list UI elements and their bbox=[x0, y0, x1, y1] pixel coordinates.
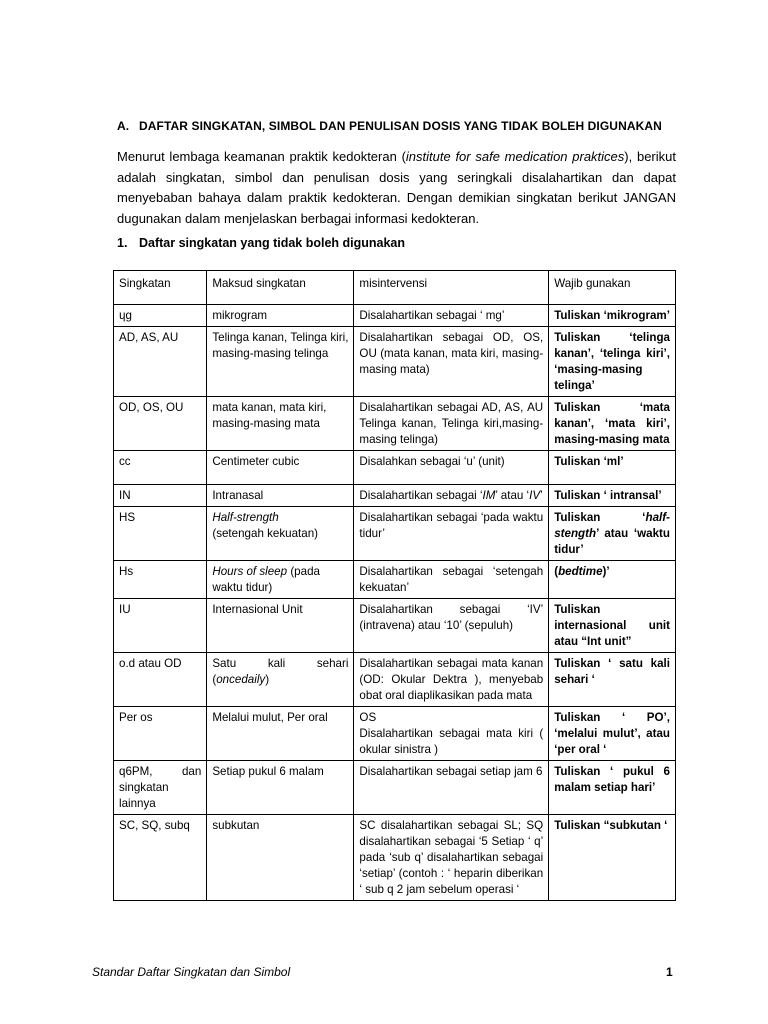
text-part: ) bbox=[265, 673, 270, 686]
cell-use: Tuliskan ‘ PO’, ‘melalui mulut’, atau ‘per oral ‘ bbox=[549, 707, 676, 761]
text-part: ’ bbox=[540, 489, 543, 502]
text-part: ’ atau ‘waktu tidur’ bbox=[554, 527, 670, 556]
cell-abbr: ɥg bbox=[114, 305, 207, 327]
cell-meaning bbox=[207, 561, 354, 599]
text-part: Satu kali sehari ( bbox=[212, 657, 349, 686]
cell-abbr: AD, AS, AU bbox=[114, 327, 207, 397]
cell-abbr: Hs bbox=[114, 561, 207, 599]
cell-use: Tuliskan ‘mata kanan’, ‘mata kiri’, masing-masing mata bbox=[549, 397, 676, 451]
table-row bbox=[114, 561, 676, 599]
text-part: OS bbox=[359, 711, 377, 724]
table-row bbox=[114, 761, 676, 815]
cell-misinterpretation: Disalahartikan sebagai ‘ mg’ bbox=[354, 305, 549, 327]
table-row bbox=[114, 397, 676, 451]
cell-misinterpretation: Disalahartikan sebagai ‘pada waktu tidur’ bbox=[354, 507, 549, 561]
cell-misinterpretation: Disalahartikan sebagai OD, OS, OU (mata kanan, mata kiri, masing-masing mata) bbox=[354, 327, 549, 397]
text-part: (pada waktu tidur) bbox=[212, 565, 320, 594]
subsection-heading bbox=[117, 236, 677, 250]
subsection-number: 1. bbox=[117, 236, 128, 250]
cell-misinterpretation: Disalahartikan sebagai AD, AS, AU Telinga kanan, Telinga kiri,masing-masing telinga) bbox=[354, 397, 549, 451]
table-row bbox=[114, 653, 676, 707]
header-cell-meaning: Maksud singkatan bbox=[207, 271, 354, 305]
table-row bbox=[114, 599, 676, 653]
section-title: DAFTAR SINGKATAN, SIMBOL DAN PENULISAN DOSIS YANG TIDAK BOLEH DIGUNAKAN bbox=[139, 119, 662, 133]
text-part-italic: half-stength bbox=[554, 511, 670, 540]
text-part: Disalahartikan sebagai mata kiri ( okular sinistra ) bbox=[359, 727, 544, 756]
cell-use: Tuliskan ‘ intransal’ bbox=[549, 485, 676, 507]
text-part: ’ atau ‘ bbox=[495, 489, 530, 502]
cell-meaning: Melalui mulut, Per oral bbox=[207, 707, 354, 761]
text-part-italic: Hours of sleep bbox=[212, 565, 288, 578]
cell-misinterpretation: Disalahkan sebagai ‘u’ (unit) bbox=[354, 451, 549, 485]
page-number: 1 bbox=[666, 965, 673, 979]
section-letter: A. bbox=[117, 119, 130, 133]
cell-use bbox=[549, 561, 676, 599]
cell-meaning: mata kanan, mata kiri, masing-masing mata bbox=[207, 397, 354, 451]
cell-meaning: Telinga kanan, Telinga kiri, masing-masing telinga bbox=[207, 327, 354, 397]
cell-misinterpretation bbox=[354, 485, 549, 507]
cell-abbr: cc bbox=[114, 451, 207, 485]
cell-meaning: Setiap pukul 6 malam bbox=[207, 761, 354, 815]
cell-abbr: HS bbox=[114, 507, 207, 561]
cell-misinterpretation: Disalahartikan sebagai setiap jam 6 bbox=[354, 761, 549, 815]
cell-use: Tuliskan ‘ pukul 6 malam setiap hari’ bbox=[549, 761, 676, 815]
subsection-title: Daftar singkatan yang tidak boleh digunakan bbox=[139, 236, 406, 250]
table-header-row bbox=[114, 271, 676, 305]
table-row bbox=[114, 451, 676, 485]
cell-abbr: SC, SQ, subq bbox=[114, 815, 207, 901]
section-heading bbox=[117, 119, 677, 133]
cell-abbr: Per os bbox=[114, 707, 207, 761]
cell-misinterpretation: Disalahartikan sebagai mata kanan (OD: Okular Dektra ), menyebab obat oral diaplikasikan pada mata bbox=[354, 653, 549, 707]
text-part-italic: IM bbox=[482, 489, 496, 502]
table-row bbox=[114, 305, 676, 327]
header-cell-misinterpretation: misintervensi bbox=[354, 271, 549, 305]
cell-use: Tuliskan ‘ml’ bbox=[549, 451, 676, 485]
cell-use: Tuliskan “subkutan ‘ bbox=[549, 815, 676, 901]
cell-meaning: subkutan bbox=[207, 815, 354, 901]
intro-text-italic: institute for safe medication praktices bbox=[405, 149, 625, 164]
footer-title: Standar Daftar Singkatan dan Simbol bbox=[92, 965, 291, 979]
table-row bbox=[114, 815, 676, 901]
header-cell-use: Wajib gunakan bbox=[549, 271, 676, 305]
cell-meaning bbox=[207, 507, 354, 561]
cell-meaning bbox=[207, 653, 354, 707]
cell-abbr: q6PM, dan singkatan lainnya bbox=[114, 761, 207, 815]
cell-misinterpretation: Disalahartikan sebagai ‘IV’ (intravena) atau ‘10’ (sepuluh) bbox=[354, 599, 549, 653]
cell-misinterpretation: Disalahartikan sebagai ‘setengah kekuatan’ bbox=[354, 561, 549, 599]
text-part-italic: bedtime bbox=[558, 565, 603, 578]
table-row bbox=[114, 327, 676, 397]
text-part-italic: oncedaily bbox=[216, 673, 266, 686]
text-part: (setengah kekuatan) bbox=[212, 527, 319, 540]
text-part-italic: Half-strength bbox=[212, 511, 279, 524]
cell-meaning: Intranasal bbox=[207, 485, 354, 507]
text-part: Disalahartikan sebagai ‘ bbox=[359, 489, 483, 502]
text-part: ( bbox=[554, 565, 559, 578]
cell-abbr: IU bbox=[114, 599, 207, 653]
intro-text-1: Menurut lembaga keamanan praktik kedokteran ( bbox=[117, 149, 406, 164]
cell-abbr: o.d atau OD bbox=[114, 653, 207, 707]
table-row bbox=[114, 507, 676, 561]
cell-use: Tuliskan ‘telinga kanan’, ‘telinga kiri’, ‘masing-masing telinga’ bbox=[549, 327, 676, 397]
cell-meaning: mikrogram bbox=[207, 305, 354, 327]
cell-misinterpretation: SC disalahartikan sebagai SL; SQ disalahartikan sebagai ‘5 Setiap ‘ q’ pada ‘sub q’ disalahartikan sebagai ‘setiap’ (contoh : ‘ heparin diberikan ‘ sub q 2 jam sebelum operasi ‘ bbox=[354, 815, 549, 901]
cell-abbr: OD, OS, OU bbox=[114, 397, 207, 451]
cell-abbr: IN bbox=[114, 485, 207, 507]
table-row bbox=[114, 707, 676, 761]
cell-meaning: Centimeter cubic bbox=[207, 451, 354, 485]
text-part: )’ bbox=[602, 565, 610, 578]
intro-text-2: ), berikut adalah singkatan, simbol dan penulisan dosis yang seringkali disalahartikan dan dapat menyebaban bahaya dalam praktik kedokteran. Dengan demikian singkatan berikut JANGAN dugunakan dalam menjelaskan berbagai informasi kedokteran. bbox=[117, 149, 676, 226]
header-cell-abbr: Singkatan bbox=[114, 271, 207, 305]
cell-use: Tuliskan ‘mikrogram’ bbox=[549, 305, 676, 327]
cell-use: Tuliskan ‘ satu kali sehari ‘ bbox=[549, 653, 676, 707]
table-row bbox=[114, 485, 676, 507]
intro-paragraph bbox=[117, 147, 676, 229]
text-part: Tuliskan ‘ bbox=[554, 511, 646, 524]
cell-use: Tuliskan internasional unit atau “Int unit” bbox=[549, 599, 676, 653]
text-part-italic: IV bbox=[529, 489, 541, 502]
cell-use bbox=[549, 507, 676, 561]
abbreviation-table bbox=[113, 270, 676, 901]
cell-misinterpretation bbox=[354, 707, 549, 761]
cell-meaning: Internasional Unit bbox=[207, 599, 354, 653]
